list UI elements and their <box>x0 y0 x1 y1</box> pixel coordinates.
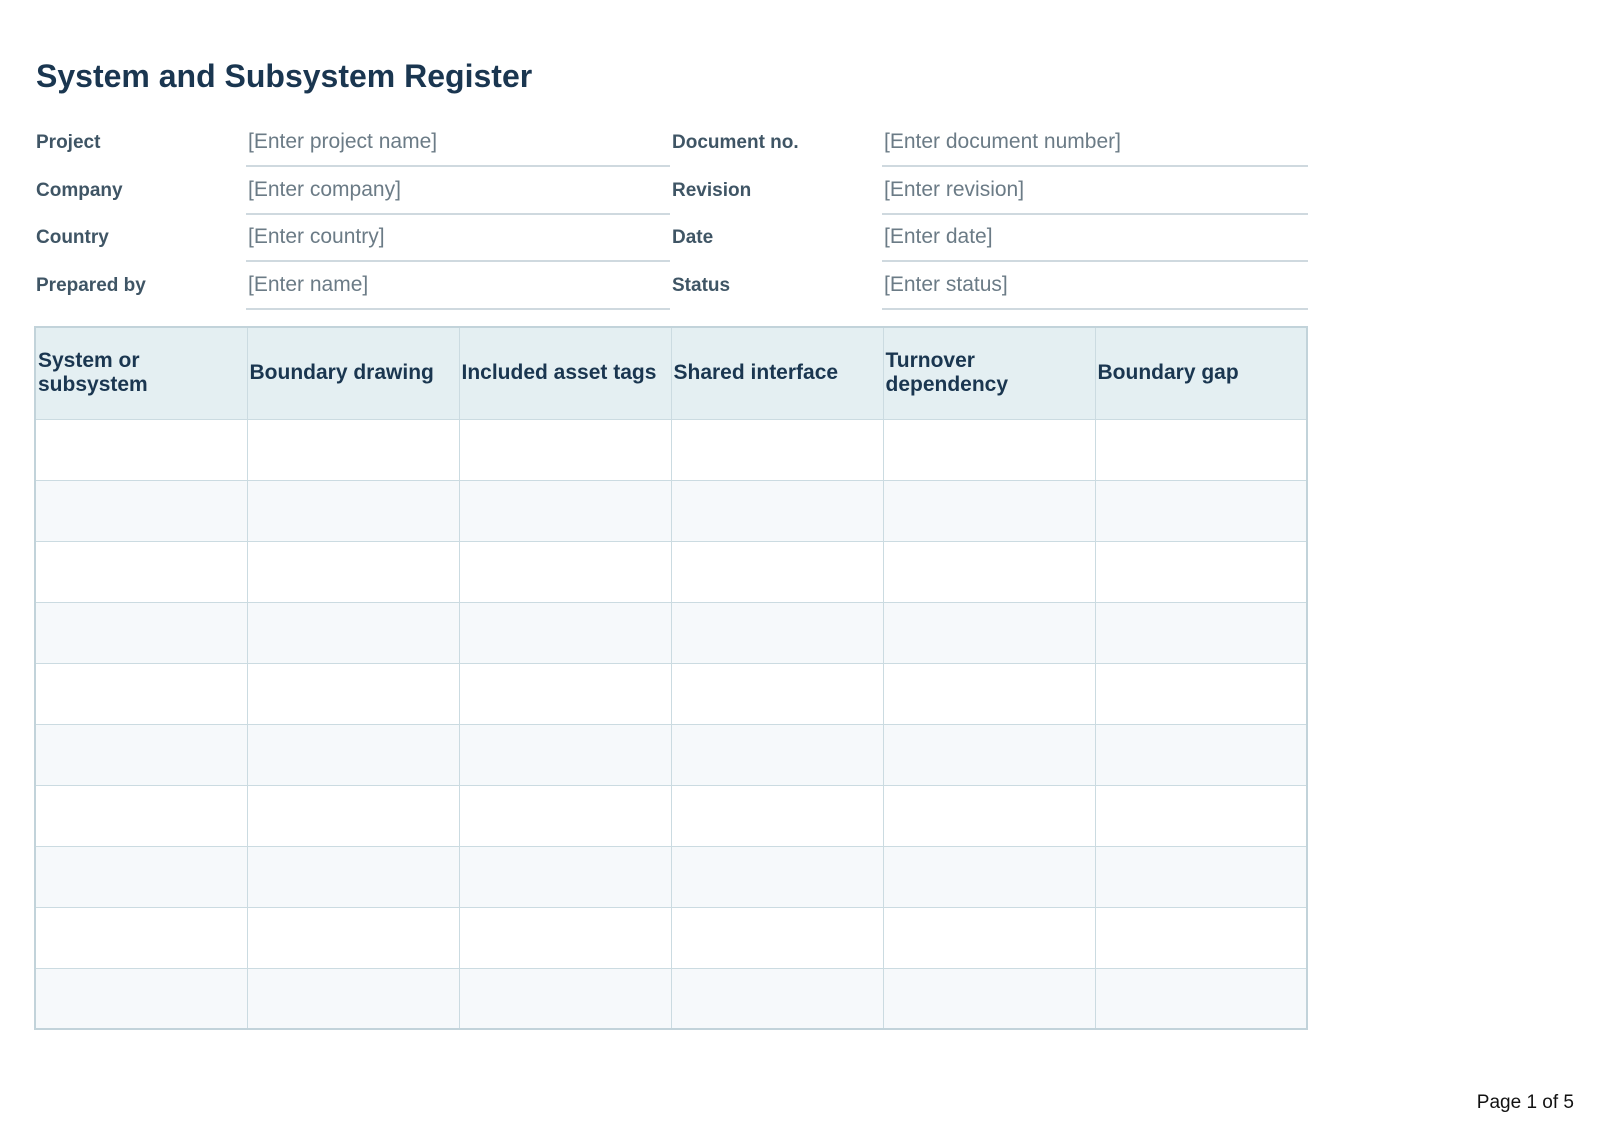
table-row <box>35 724 1307 785</box>
table-header-row <box>35 327 1307 419</box>
table-cell[interactable] <box>671 419 883 480</box>
table-cell[interactable] <box>247 724 459 785</box>
table-row <box>35 480 1307 541</box>
date-label: Date <box>672 227 714 248</box>
table-cell[interactable] <box>671 907 883 968</box>
table-cell[interactable] <box>883 602 1095 663</box>
column-header-boundary-gap: Boundary gap <box>1095 327 1307 419</box>
table-row <box>35 602 1307 663</box>
date-field[interactable]: [Enter date] <box>882 217 1308 262</box>
table-cell[interactable] <box>671 480 883 541</box>
page-title: System and Subsystem Register <box>36 58 533 94</box>
table-cell[interactable] <box>1095 541 1307 602</box>
table-row <box>35 419 1307 480</box>
table-cell[interactable] <box>459 663 671 724</box>
table-cell[interactable] <box>247 541 459 602</box>
register-table <box>34 326 1308 1030</box>
table-cell[interactable] <box>35 602 247 663</box>
table-cell[interactable] <box>883 785 1095 846</box>
revision-field[interactable]: [Enter revision] <box>882 170 1308 215</box>
table-cell[interactable] <box>247 419 459 480</box>
table-cell[interactable] <box>459 480 671 541</box>
table-cell[interactable] <box>459 846 671 907</box>
table-cell[interactable] <box>247 846 459 907</box>
table-cell[interactable] <box>35 541 247 602</box>
table-cell[interactable] <box>247 785 459 846</box>
column-header-shared-interface: Shared interface <box>671 327 883 419</box>
meta-row-country <box>36 217 1308 265</box>
table-cell[interactable] <box>883 541 1095 602</box>
table-cell[interactable] <box>459 602 671 663</box>
table-cell[interactable] <box>883 480 1095 541</box>
table-cell[interactable] <box>459 419 671 480</box>
table-cell[interactable] <box>883 968 1095 1029</box>
status-field[interactable]: [Enter status] <box>882 265 1308 310</box>
document-number-label: Document no. <box>672 132 799 153</box>
table-cell[interactable] <box>671 724 883 785</box>
table-cell[interactable] <box>459 785 671 846</box>
table-cell[interactable] <box>247 602 459 663</box>
table-cell[interactable] <box>1095 663 1307 724</box>
table-cell[interactable] <box>35 846 247 907</box>
table-cell[interactable] <box>35 480 247 541</box>
meta-row-company <box>36 170 1308 218</box>
table-row <box>35 907 1307 968</box>
table-cell[interactable] <box>247 480 459 541</box>
table-cell[interactable] <box>883 846 1095 907</box>
table-cell[interactable] <box>671 602 883 663</box>
column-header-turnover-dependency: Turnover dependency <box>883 327 1095 419</box>
table-row <box>35 846 1307 907</box>
table-cell[interactable] <box>247 663 459 724</box>
table-cell[interactable] <box>883 907 1095 968</box>
table-row <box>35 785 1307 846</box>
table-row <box>35 663 1307 724</box>
table-cell[interactable] <box>459 907 671 968</box>
country-label: Country <box>36 227 109 248</box>
table-cell[interactable] <box>883 663 1095 724</box>
table-cell[interactable] <box>671 968 883 1029</box>
meta-row-prepared-by <box>36 265 1308 313</box>
company-label: Company <box>36 179 123 201</box>
table-cell[interactable] <box>459 968 671 1029</box>
table-cell[interactable] <box>459 724 671 785</box>
column-header-asset-tags: Included asset tags <box>459 327 671 419</box>
prepared-by-label: Prepared by <box>36 274 146 296</box>
table-row <box>35 968 1307 1029</box>
project-field[interactable]: [Enter project name] <box>246 122 670 167</box>
table-cell[interactable] <box>35 785 247 846</box>
page-number: Page 1 of 5 <box>1476 1092 1574 1113</box>
table-cell[interactable] <box>35 419 247 480</box>
meta-row-project <box>36 122 1308 170</box>
revision-label: Revision <box>672 179 752 201</box>
table-cell[interactable] <box>459 541 671 602</box>
table-cell[interactable] <box>671 541 883 602</box>
column-header-boundary-drawing: Boundary drawing <box>247 327 459 419</box>
table-cell[interactable] <box>247 968 459 1029</box>
country-field[interactable]: [Enter country] <box>246 217 670 262</box>
table-cell[interactable] <box>35 968 247 1029</box>
document-metadata <box>36 122 1308 312</box>
table-cell[interactable] <box>247 907 459 968</box>
status-label: Status <box>672 274 731 296</box>
table-cell[interactable] <box>1095 846 1307 907</box>
table-row <box>35 541 1307 602</box>
table-cell[interactable] <box>883 724 1095 785</box>
table-cell[interactable] <box>35 907 247 968</box>
table-cell[interactable] <box>1095 724 1307 785</box>
table-cell[interactable] <box>883 419 1095 480</box>
project-label: Project <box>36 132 101 153</box>
table-cell[interactable] <box>1095 968 1307 1029</box>
table-cell[interactable] <box>1095 602 1307 663</box>
table-cell[interactable] <box>1095 785 1307 846</box>
table-cell[interactable] <box>1095 907 1307 968</box>
table-cell[interactable] <box>671 846 883 907</box>
table-cell[interactable] <box>671 785 883 846</box>
company-field[interactable]: [Enter company] <box>246 170 670 215</box>
table-cell[interactable] <box>1095 419 1307 480</box>
prepared-by-field[interactable]: [Enter name] <box>246 265 670 310</box>
column-header-system: System or subsystem <box>35 327 247 419</box>
table-cell[interactable] <box>35 724 247 785</box>
table-cell[interactable] <box>671 663 883 724</box>
table-cell[interactable] <box>1095 480 1307 541</box>
document-number-field[interactable]: [Enter document number] <box>882 122 1308 167</box>
register-body <box>35 419 1307 1029</box>
table-cell[interactable] <box>35 663 247 724</box>
